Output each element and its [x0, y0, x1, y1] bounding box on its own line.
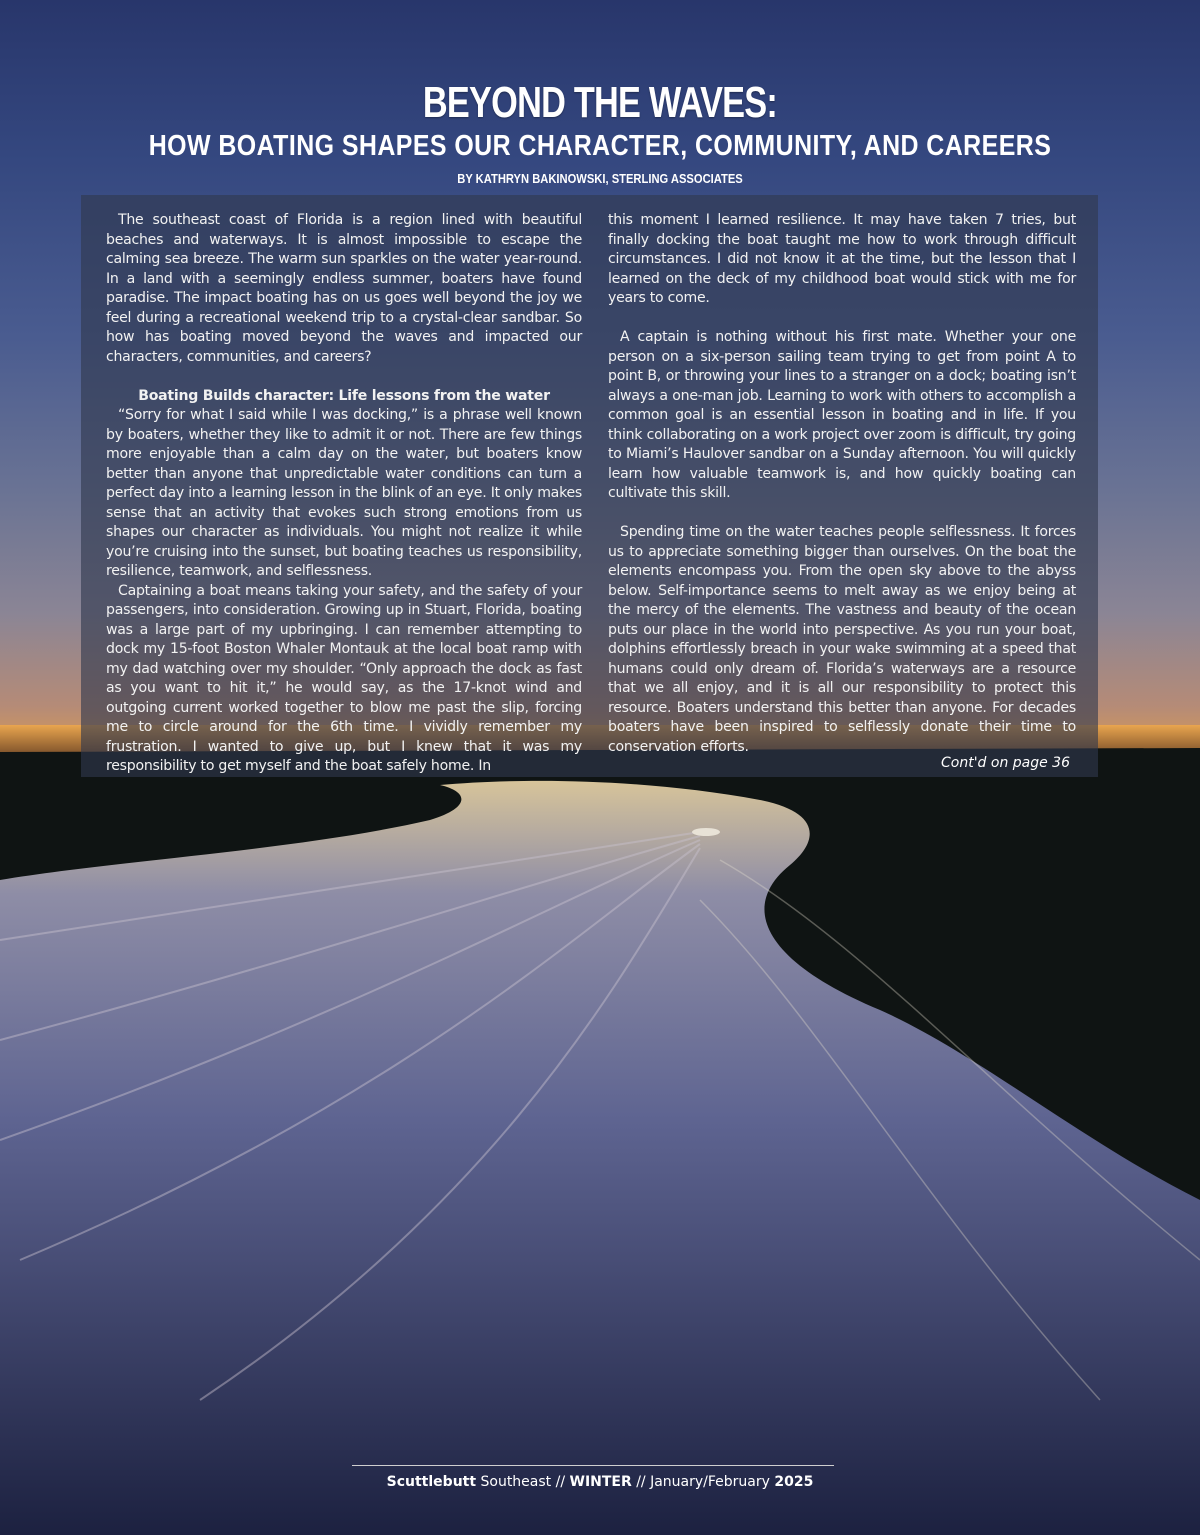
column-right	[608, 211, 1076, 757]
footer-issue: // January/February	[631, 1474, 775, 1490]
article-title: BEYOND THE WAVES:	[422, 78, 778, 127]
article-byline: BY KATHRYN BAKINOWSKI, STERLING ASSOCIATES	[457, 171, 743, 186]
section-heading: Boating Builds character: Life lessons from the water	[138, 387, 550, 404]
continued-note: Cont'd on page 36	[940, 755, 1070, 771]
paragraph: Captaining a boat means taking your safety, and the safety of your passengers, into consideration. Growing up in Stuart, Florida, boating was a large part of my upbringing. I can remember attempting to dock my 15-foot Boston Whaler Montauk at the local boat ramp with my dad watching over my shoulder. “Only approach the dock as fast as you want to hit it,” he would say, as the 17-knot wind and outgoing current worked together to blow me past the slip, forcing me to circle around for the 6th time. I vividly remember my frustration. I wanted to give up, but I knew that it was my responsibility to get myself and the boat safely home. In	[106, 582, 582, 774]
footer-divider	[352, 1465, 834, 1466]
paragraph: Spending time on the water teaches people selflessness. It forces us to appreciate something bigger than ourselves. On the boat the elements encompass you. From the open sky above to the abyss below. Self-importance seems to melt away as we enjoy being at the mercy of the elements. The vastness and beauty of the ocean puts our place in the world into perspective. As you run your boat, dolphins effortlessly breach in your wake swimming at a speed that humans could only dream of. Florida’s waterways are a resource that we all enjoy, and it is all our responsibility to protect this resource. Boaters understand this better than anyone. For decades boaters have been inspired to selflessly donate their time to conservation efforts.	[608, 524, 1076, 755]
footer-year: 2025	[774, 1474, 814, 1490]
column-left	[106, 211, 582, 777]
paragraph: The southeast coast of Florida is a region lined with beautiful beaches and waterways. It is almost impossible to escape the calming sea breeze. The warm sun sparkles on the water year-round. In a land with a seemingly endless summer, boaters have found paradise. The impact boating has on us goes well beyond the joy we feel during a recreational weekend trip to a crystal-clear sandbar. So how has boating moved beyond the waves and impacted our characters, communities, and careers?	[106, 212, 582, 365]
article-subtitle: HOW BOATING SHAPES OUR CHARACTER, COMMUNITY, AND CAREERS	[148, 130, 1052, 162]
paragraph: A captain is nothing without his first mate. Whether your one person on a six-person sailing team trying to get from point A to point B, or throwing your lines to a stranger on a dock; boating isn’t always a one-man job. Learning to work with others to accomplish a common goal is an essential lesson in boating and in life. If you think collaborating on a work project over zoom is difficult, try going to Miami’s Haulover sandbar on a Sunday afternoon. You will quickly learn how valuable teamwork is, and how quickly boating can cultivate this skill.	[608, 329, 1076, 501]
paragraph: this moment I learned resilience. It may have taken 7 tries, but finally docking the boat taught me how to work through difficult circumstances. I did not know it at the time, but the lesson that I learned on the deck of my childhood boat would stick with me for years to come.	[608, 212, 1076, 306]
footer-season: WINTER	[569, 1474, 632, 1490]
footer-brand-rest: Southeast //	[476, 1474, 570, 1490]
footer-brand: Scuttlebutt	[386, 1474, 477, 1490]
paragraph: “Sorry for what I said while I was docking,” is a phrase well known by boaters, whether they like to admit it or not. There are few things more enjoyable than a calm day on the water, but boaters know better than anyone that unpredictable water conditions can turn a perfect day into a learning lesson in the blink of an eye. It only makes sense that an activity that evokes such strong emotions from us shapes our character as individuals. You might not realize it while you’re cruising into the sunset, but boating teaches us responsibility, resilience, teamwork, and selflessness.	[106, 407, 582, 579]
page-footer	[0, 1473, 1200, 1491]
